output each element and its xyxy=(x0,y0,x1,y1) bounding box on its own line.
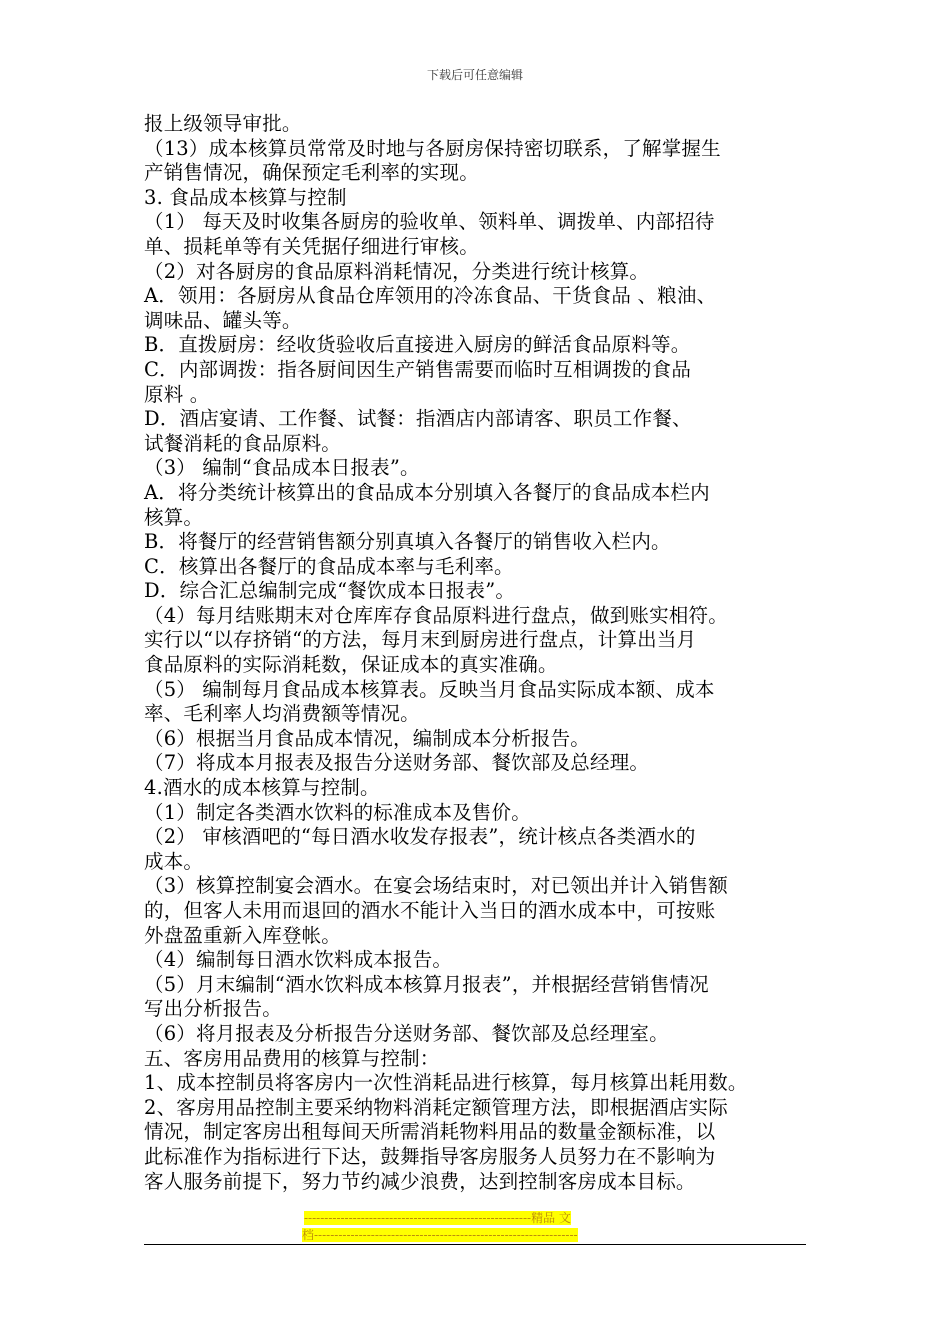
body-line: （6）根据当月食品成本情况，编制成本分析报告。 xyxy=(144,726,591,750)
body-line: 单、损耗单等有关凭据仔细进行审核。 xyxy=(144,234,479,258)
body-line: 核算。 xyxy=(144,505,204,529)
body-line: （1）制定各类酒水饮料的标准成本及售价。 xyxy=(144,800,531,824)
body-line: 写出分析报告。 xyxy=(144,997,282,1021)
body-line: B．将餐厅的经营销售额分别真填入各餐厅的销售收入栏内。 xyxy=(144,530,671,554)
body-line: 1、成本控制员将客房内一次性消耗品进行核算，每月核算出耗用数。 xyxy=(144,1071,748,1095)
page-header: 下载后可任意编辑 xyxy=(426,68,523,82)
footer-line-2 xyxy=(144,1227,806,1244)
document-body xyxy=(144,112,812,1194)
body-line: C．核算出各餐厅的食品成本率与毛利率。 xyxy=(144,554,514,578)
body-line: （3）核算控制宴会酒水。在宴会场结束时，对已领出并计入销售额 xyxy=(144,874,728,898)
body-line: （13）成本核算员常常及时地与各厨房保持密切联系，了解掌握生 xyxy=(144,136,721,160)
body-line: 的，但客人未用而退回的酒水不能计入当日的酒水成本中，可按账 xyxy=(144,899,716,922)
body-line: （4）编制每日酒水饮料成本报告。 xyxy=(144,948,453,972)
body-line: 客人服务前提下，努力节约减少浪费，达到控制客房成本目标。 xyxy=(144,1169,696,1193)
body-line: 试餐消耗的食品原料。 xyxy=(144,431,342,455)
body-line: C．内部调拨：指各厨间因生产销售需要而临时互相调拨的食品 xyxy=(144,357,692,381)
body-line: （7）将成本月报表及报告分送财务部、餐饮部及总经理。 xyxy=(144,751,650,775)
body-line: 原料 。 xyxy=(144,382,210,406)
body-line: 3. 食品成本核算与控制 xyxy=(144,185,347,209)
body-line: 4.酒水的成本核算与控制。 xyxy=(144,776,380,800)
footer-watermark xyxy=(144,1210,806,1244)
body-line: （3） 编制“食品成本日报表”。 xyxy=(144,456,420,480)
footer-line-1 xyxy=(144,1210,806,1227)
body-line: （1） 每天及时收集各厨房的验收单、领料单、调拨单、内部招待 xyxy=(144,210,715,234)
body-line: 产销售情况，确保预定毛利率的实现。 xyxy=(144,161,479,185)
body-line: D．综合汇总编制完成“餐饮成本日报表”。 xyxy=(144,579,516,603)
body-line: 2、客房用品控制主要采纳物料消耗定额管理方法，即根据酒店实际 xyxy=(144,1095,728,1119)
body-line: D．酒店宴请、工作餐、试餐：指酒店内部请客、职员工作餐、 xyxy=(144,407,692,431)
footer-divider xyxy=(144,1244,806,1245)
body-line: 率、毛利率人均消费额等情况。 xyxy=(144,702,420,726)
body-line: A．领用：各厨房从食品仓库领用的冷冻食品、干货食品 、粮油、 xyxy=(144,284,717,308)
body-line: 此标准作为指标进行下达，鼓舞指导客房服务人员努力在不影响为 xyxy=(144,1144,716,1168)
body-line: B．直拨厨房：经收货验收后直接进入厨房的鲜活食品原料等。 xyxy=(144,333,691,357)
body-line: （5） 编制每月食品成本核算表。反映当月食品实际成本额、成本 xyxy=(144,677,715,701)
body-line: （5）月末编制“酒水饮料成本核算月报表”，并根据经营销售情况 xyxy=(144,972,709,996)
body-line: 食品原料的实际消耗数，保证成本的真实准确。 xyxy=(144,653,558,677)
footer-line-2-text: 档----------------------------------------------------------------- xyxy=(302,1228,578,1242)
body-line: （6）将月报表及分析报告分送财务部、餐饮部及总经理室。 xyxy=(144,1021,669,1045)
body-line: 实行以“以存挤销“的方法，每月末到厨房进行盘点，计算出当月 xyxy=(144,628,697,652)
body-line: 情况，制定客房出租每间天所需消耗物料用品的数量金额标准，以 xyxy=(144,1120,716,1144)
body-line: （4）每月结账期末对仓库库存食品原料进行盘点，做到账实相符。 xyxy=(144,603,728,627)
body-line: （2） 审核酒吧的“每日酒水收发存报表”，统计核点各类酒水的 xyxy=(144,825,696,849)
body-line: （2）对各厨房的食品原料消耗情况，分类进行统计核算。 xyxy=(144,259,650,283)
footer-line-1-text: --------------------------------------------------------精品 文 xyxy=(304,1211,571,1225)
body-line: 外盘盈重新入库登帐。 xyxy=(144,923,342,947)
body-line: 调味品、罐头等。 xyxy=(144,308,302,332)
body-line: 成本。 xyxy=(144,849,204,873)
body-line: A．将分类统计核算出的食品成本分别填入各餐厅的食品成本栏内 xyxy=(144,480,710,504)
body-line: 报上级领导审批。 xyxy=(144,112,302,135)
body-line: 五、客房用品费用的核算与控制： xyxy=(144,1046,440,1070)
